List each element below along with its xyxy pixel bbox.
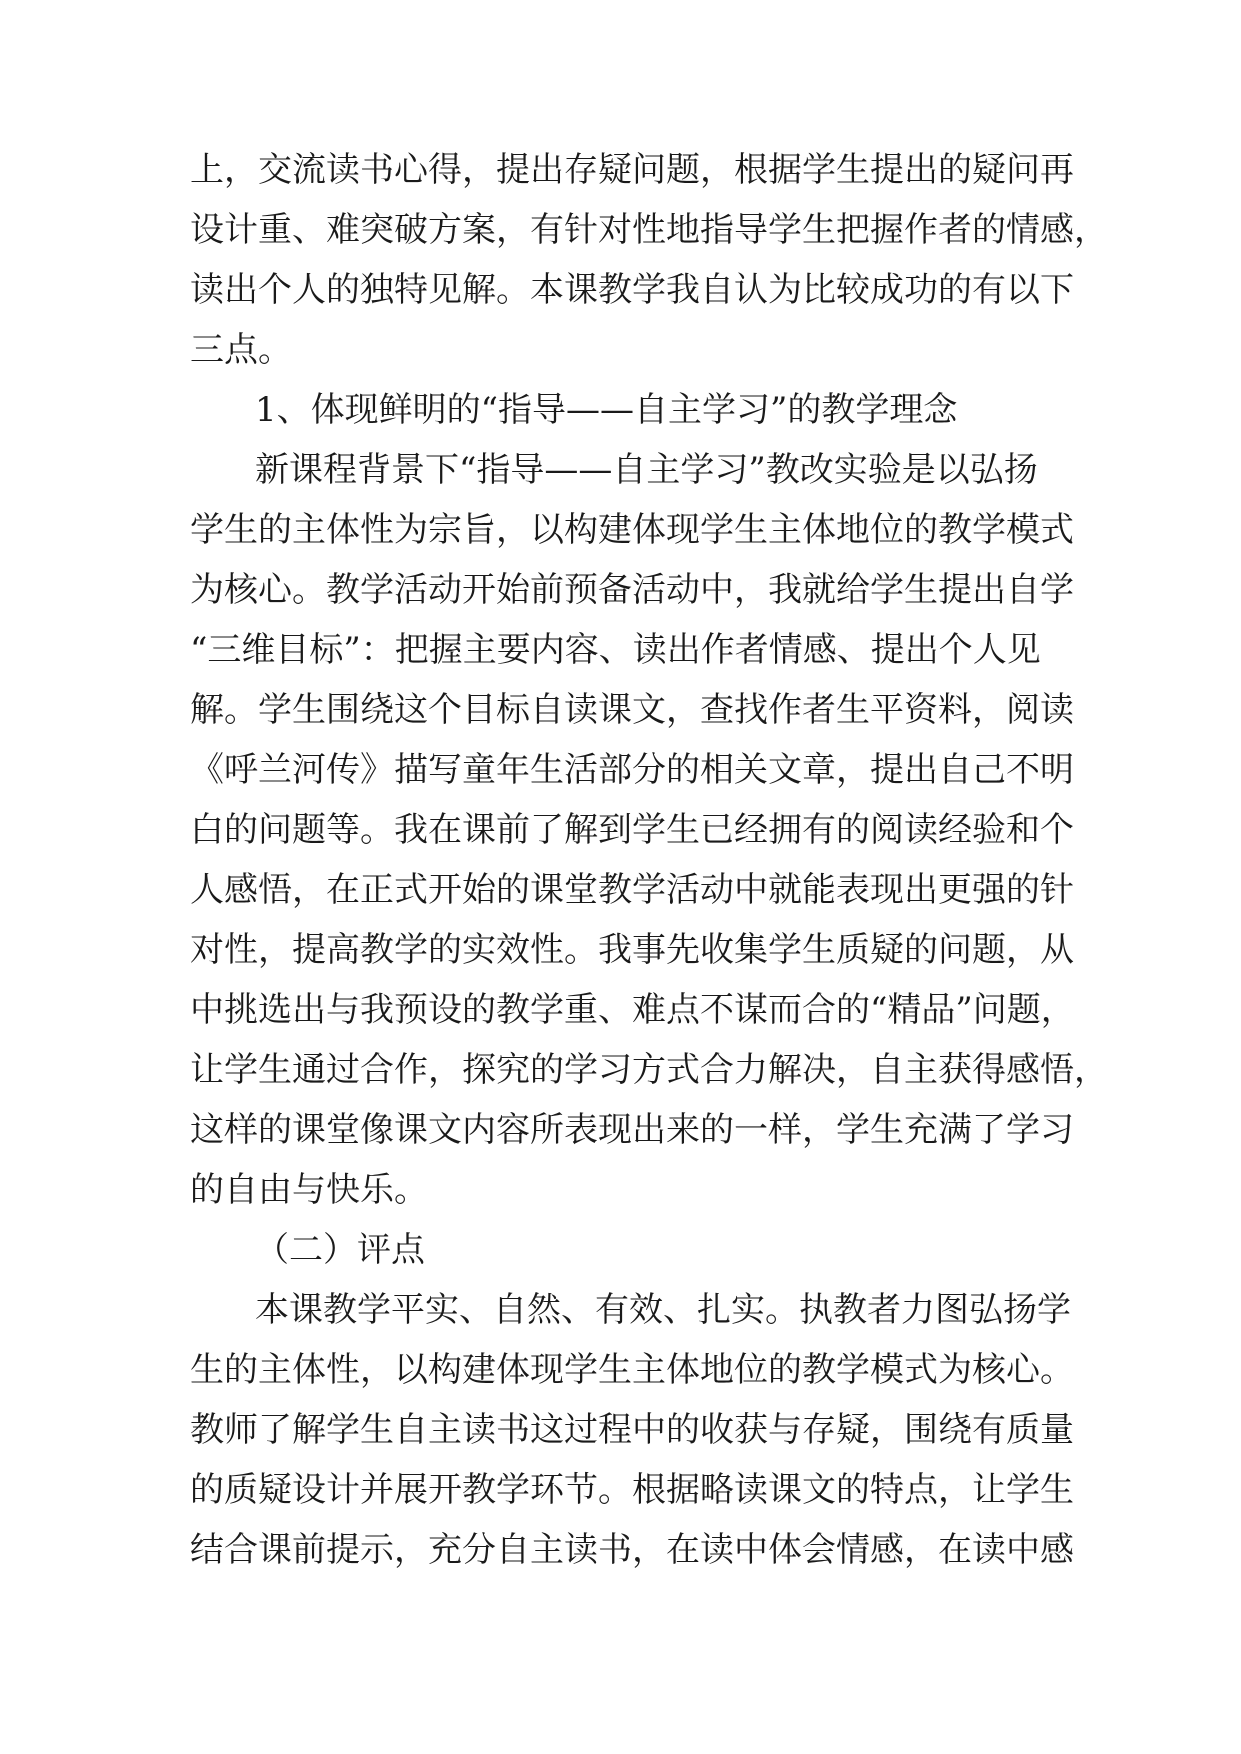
- text-line: 白的问题等。我在课前了解到学生已经拥有的阅读经验和个: [190, 810, 1074, 850]
- section-heading: （二）评点: [255, 1230, 425, 1270]
- text-line: 解。学生围绕这个目标自读课文，查找作者生平资料，阅读: [190, 690, 1074, 730]
- text-line: 本课教学平实、自然、有效、扎实。执教者力图弘扬学: [255, 1290, 1071, 1330]
- text-line: 新课程背景下“指导——自主学习”教改实验是以弘扬: [255, 450, 1038, 490]
- text-line: 中挑选出与我预设的教学重、难点不谋而合的“精品”问题，: [190, 990, 1075, 1030]
- text-line: 对性，提高教学的实效性。我事先收集学生质疑的问题，从: [190, 930, 1074, 970]
- text-line: 让学生通过合作，探究的学习方式合力解决，自主获得感悟，: [190, 1050, 1108, 1090]
- text-line: 教师了解学生自主读书这过程中的收获与存疑，围绕有质量: [190, 1410, 1074, 1450]
- text-line: 人感悟，在正式开始的课堂教学活动中就能表现出更强的针: [190, 870, 1074, 910]
- text-line: 三点。: [190, 330, 292, 370]
- section-heading: 1、体现鲜明的“指导——自主学习”的教学理念: [255, 390, 958, 430]
- text-line: 为核心。教学活动开始前预备活动中，我就给学生提出自学: [190, 570, 1074, 610]
- text-line: 的自由与快乐。: [190, 1170, 428, 1210]
- text-line: 结合课前提示，充分自主读书，在读中体会情感，在读中感: [190, 1530, 1074, 1570]
- text-line: 《呼兰河传》描写童年生活部分的相关文章，提出自己不明: [190, 750, 1074, 790]
- text-line: 学生的主体性为宗旨，以构建体现学生主体地位的教学模式: [190, 510, 1074, 550]
- text-line: 生的主体性，以构建体现学生主体地位的教学模式为核心。: [190, 1350, 1074, 1390]
- text-line: 的质疑设计并展开教学环节。根据略读课文的特点，让学生: [190, 1470, 1074, 1510]
- text-line: 上，交流读书心得，提出存疑问题，根据学生提出的疑问再: [190, 150, 1074, 190]
- text-line: 读出个人的独特见解。本课教学我自认为比较成功的有以下: [190, 270, 1074, 310]
- text-line: “三维目标”：把握主要内容、读出作者情感、提出个人见: [190, 630, 1041, 670]
- text-line: 设计重、难突破方案，有针对性地指导学生把握作者的情感，: [190, 210, 1108, 250]
- text-line: 这样的课堂像课文内容所表现出来的一样，学生充满了学习: [190, 1110, 1074, 1150]
